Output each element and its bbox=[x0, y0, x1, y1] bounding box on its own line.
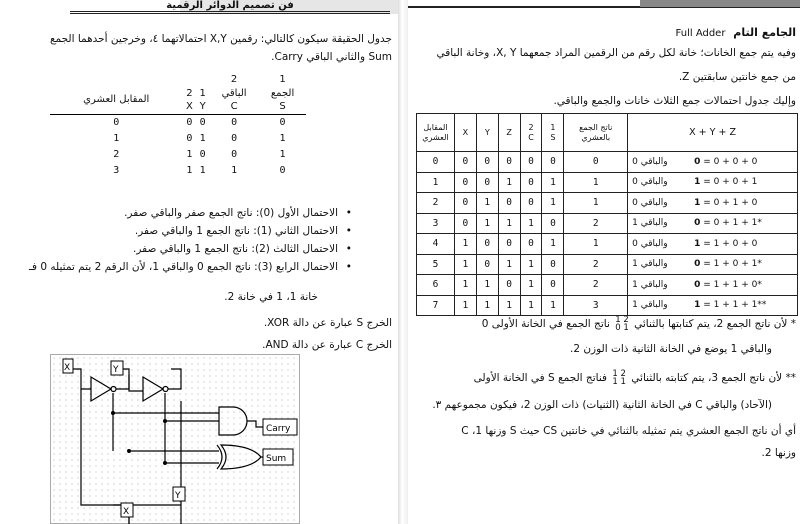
table-row bbox=[417, 193, 798, 214]
cell-expression bbox=[628, 213, 798, 234]
remainder-text: والباقي 1 bbox=[632, 279, 668, 290]
cell: 0 bbox=[259, 114, 306, 130]
wire-buffer-y-out bbox=[168, 369, 181, 389]
cell: 1 bbox=[279, 132, 286, 144]
col-x: X bbox=[454, 114, 476, 152]
case-list-continuation: خانة 1، 1 في خانة 2. bbox=[224, 291, 318, 303]
note-1-text-a: لأن ناتج الجمع 2، يتم كتابتها بالثنائي bbox=[634, 318, 788, 330]
binary-digits: 1 1 bbox=[612, 377, 626, 387]
cell-x: 0 bbox=[454, 152, 476, 173]
note-2-text-b: فناتج الجمع S في الخانة الأولى bbox=[473, 372, 608, 384]
cell-x: 1 bbox=[454, 254, 476, 275]
label-sum: الجمع bbox=[270, 87, 295, 99]
col-decimal-header: المقابل العشري bbox=[83, 93, 150, 105]
case-list bbox=[20, 204, 352, 276]
cell-dec: 1 bbox=[417, 172, 455, 193]
junction-dot bbox=[127, 449, 131, 453]
junction-dot bbox=[111, 411, 115, 415]
col-c: C bbox=[230, 101, 238, 113]
section-title bbox=[496, 26, 796, 41]
addends: 1 + 0 + 0 bbox=[713, 238, 758, 249]
sum-digit: 1 bbox=[694, 197, 701, 208]
equals-sign: = bbox=[700, 177, 714, 188]
table-row bbox=[417, 254, 798, 275]
col-s bbox=[542, 114, 564, 152]
addends: 0 + 0 + 1 bbox=[713, 177, 758, 188]
cell-c: 1 bbox=[520, 275, 542, 296]
col-s: S bbox=[279, 101, 286, 113]
table-row bbox=[417, 172, 798, 193]
cell-dec: 4 bbox=[417, 234, 455, 255]
cell-y: 0 bbox=[476, 152, 498, 173]
table-row bbox=[417, 295, 798, 316]
carry-label: Carry bbox=[266, 424, 291, 434]
cell-z: 0 bbox=[498, 152, 520, 173]
weight-x: 2 bbox=[186, 87, 193, 99]
bus-b bbox=[165, 393, 219, 463]
cell-sumdec: 3 bbox=[564, 295, 628, 316]
table-row bbox=[50, 162, 306, 178]
weight-carry: 2 bbox=[230, 73, 238, 85]
cell: 1 bbox=[199, 164, 206, 176]
note-3-line-1: أي أن ناتج الجمع العشري يتم تمثيله بالثنائي في خانتين CS حيث S وزنها 1، C bbox=[461, 425, 796, 437]
cell: 0 bbox=[231, 132, 238, 144]
list-item: • الاحتمال الثاني (1): ناتج الجمع 1 والباقي صفر. bbox=[20, 222, 352, 240]
sum-digit: 0 bbox=[694, 156, 701, 167]
addends: 0 + 1 + 0 bbox=[713, 197, 758, 208]
weight-c: 2 bbox=[528, 122, 534, 132]
cell-x: 0 bbox=[454, 172, 476, 193]
paragraph-2: وإليك جدول احتمالات جمع الثلاث خانات والجمع والباقي. bbox=[553, 95, 796, 107]
label-s: S bbox=[550, 132, 556, 142]
cell-s: 1 bbox=[542, 172, 564, 193]
and-note: الخرج C عبارة عن دالة AND. bbox=[262, 339, 392, 351]
footnote-mark: * bbox=[757, 279, 762, 290]
cell-dec: 7 bbox=[417, 295, 455, 316]
section-title-ar: الجامع التام bbox=[733, 26, 796, 39]
addends: 0 + 1 + 1 bbox=[713, 218, 758, 229]
half-adder-circuit bbox=[50, 354, 300, 524]
addends: 0 + 0 + 0 bbox=[713, 156, 758, 167]
cell-z: 0 bbox=[498, 193, 520, 214]
col-c bbox=[520, 114, 542, 152]
intro-line-1: جدول الحقيقة سيكون كالتالي: رقمين X,Y احتمالاتهما ٤، وخرجين أحدهما الجمع bbox=[49, 33, 392, 45]
sum-digit: 1 bbox=[694, 300, 701, 311]
equals-sign: = bbox=[700, 259, 714, 270]
cell: 3 bbox=[113, 164, 120, 176]
cell-expression bbox=[628, 234, 798, 255]
col-z: Z bbox=[498, 114, 520, 152]
cell-dec: 6 bbox=[417, 275, 455, 296]
table-row bbox=[50, 130, 306, 146]
running-header-title: فن تصميم الدوائر الرقمية bbox=[166, 0, 294, 11]
note-3-line-2: وزنها 2. bbox=[761, 447, 796, 459]
cell-y: 0 bbox=[476, 234, 498, 255]
remainder-text: والباقي 0 bbox=[632, 238, 668, 249]
and-gate-icon bbox=[219, 407, 247, 435]
paragraph-1-line-1: وفيه يتم جمع الخانات؛ خانة لكل رقم من الرقمين المراد جمعهما X, Y، وخانة الباقي bbox=[436, 47, 796, 59]
list-item: • الاحتمال الرابع (3): ناتج الجمع 0 والباقي 1، لأن الرقم 2 يتم تمثيله 0 فـ bbox=[20, 258, 352, 276]
right-page bbox=[408, 0, 800, 524]
list-item: • الاحتمال الثالث (2): ناتج الجمع 1 والباقي صفر. bbox=[20, 240, 352, 258]
table-body bbox=[417, 152, 798, 316]
cell: 0 bbox=[186, 132, 193, 144]
cell-y: 1 bbox=[476, 275, 498, 296]
cell-expression bbox=[628, 193, 798, 214]
cell-y: 1 bbox=[476, 213, 498, 234]
cell: 0 bbox=[199, 148, 206, 160]
cell-z: 1 bbox=[498, 254, 520, 275]
table-row bbox=[417, 152, 798, 173]
running-header bbox=[408, 0, 800, 8]
cell-s: 0 bbox=[542, 213, 564, 234]
col-y: Y bbox=[199, 101, 206, 113]
cell-sumdec: 1 bbox=[564, 193, 628, 214]
footnote-mark: * bbox=[757, 218, 762, 229]
xor-note: الخرج S عبارة عن دالة XOR. bbox=[263, 317, 392, 329]
remainder-text: والباقي 1 bbox=[632, 259, 668, 270]
cell-s: 1 bbox=[542, 295, 564, 316]
cell: 0 bbox=[183, 114, 197, 130]
cell-y: 0 bbox=[476, 254, 498, 275]
probe-x-label: X bbox=[123, 507, 130, 517]
binary-weights: 2 1 bbox=[615, 315, 629, 325]
table-row bbox=[417, 234, 798, 255]
book-spine bbox=[398, 0, 408, 524]
label-remainder: الباقي bbox=[221, 87, 247, 99]
table-row bbox=[417, 213, 798, 234]
note-1-text-b: ناتج الجمع في الخانة الأولى 0 bbox=[481, 318, 610, 330]
cell: 0 bbox=[196, 114, 209, 130]
note-1-star: * bbox=[790, 318, 796, 330]
cell-x: 1 bbox=[454, 234, 476, 255]
header-band bbox=[640, 0, 800, 7]
sum-digit: 0 bbox=[694, 279, 701, 290]
equals-sign: = bbox=[700, 197, 714, 208]
cell-sumdec: 1 bbox=[564, 172, 628, 193]
weight-s: 1 bbox=[550, 122, 556, 132]
remainder-text: والباقي 1 bbox=[632, 300, 668, 311]
equals-sign: = bbox=[700, 300, 714, 311]
cell-sumdec: 0 bbox=[564, 152, 628, 173]
cell-s: 0 bbox=[542, 152, 564, 173]
col-sum-decimal: ناتج الجمع بالعشري bbox=[564, 114, 628, 152]
cell-z: 1 bbox=[498, 213, 520, 234]
cell-x: 0 bbox=[454, 213, 476, 234]
cell-c: 0 bbox=[520, 193, 542, 214]
cell-expression bbox=[628, 275, 798, 296]
intro-line-2: Sum والثاني الباقي Carry. bbox=[271, 51, 392, 63]
wire-y bbox=[129, 375, 143, 391]
cell: 1 bbox=[279, 148, 286, 160]
cell: 2 bbox=[113, 148, 120, 160]
equals-sign: = bbox=[700, 156, 714, 167]
cell-y: 1 bbox=[476, 295, 498, 316]
list-item: • الاحتمال الأول (0): ناتج الجمع صفر والباقي صفر. bbox=[20, 204, 352, 222]
cell-y: 0 bbox=[476, 172, 498, 193]
table-row bbox=[50, 114, 306, 130]
cell: 0 bbox=[279, 164, 286, 176]
cell-s: 1 bbox=[542, 193, 564, 214]
cell-dec: 5 bbox=[417, 254, 455, 275]
paragraph-1-line-2: من جمع خانتين سابقتين Z. bbox=[678, 71, 796, 83]
col-expression: X + Y + Z bbox=[628, 114, 798, 152]
cell-s: 0 bbox=[542, 275, 564, 296]
footnote-mark: * bbox=[757, 259, 762, 270]
cell-s: 0 bbox=[542, 254, 564, 275]
cell-y: 1 bbox=[476, 193, 498, 214]
wire-x-to-buffer bbox=[73, 369, 91, 389]
equals-sign: = bbox=[700, 279, 714, 290]
note-2-text-a: لأن ناتج الجمع 3، يتم كتابته بالثنائي bbox=[631, 372, 783, 384]
xor-gate-icon bbox=[221, 445, 261, 469]
col-x: X bbox=[185, 101, 193, 113]
binary-digits: 1 0 bbox=[615, 323, 629, 333]
cell-x: 1 bbox=[454, 295, 476, 316]
cell-c: 1 bbox=[520, 254, 542, 275]
note-1-line-2: والباقي 1 يوضع في الخانة الثانية ذات الوزن 2. bbox=[569, 343, 772, 355]
col-y: Y bbox=[476, 114, 498, 152]
cell: 0 bbox=[231, 148, 238, 160]
binary-weights: 2 1 bbox=[612, 369, 626, 379]
running-header bbox=[70, 0, 390, 14]
note-1-binary bbox=[615, 316, 629, 332]
cell-z: 0 bbox=[498, 234, 520, 255]
cell-c: 0 bbox=[520, 172, 542, 193]
cell-sumdec: 2 bbox=[564, 213, 628, 234]
half-adder-truth-table bbox=[50, 72, 306, 178]
cell-expression bbox=[628, 295, 798, 316]
cell: 1 bbox=[231, 164, 238, 176]
sum-digit: 0 bbox=[694, 259, 701, 270]
footnote-mark: ** bbox=[757, 300, 767, 311]
table-row bbox=[417, 275, 798, 296]
cell-c: 1 bbox=[520, 213, 542, 234]
full-adder-truth-table bbox=[416, 113, 798, 316]
col-decimal-header: المقابل العشري bbox=[417, 114, 455, 152]
probe-y-label: Y bbox=[175, 491, 181, 501]
cell: 0 bbox=[209, 114, 259, 130]
sum-digit: 1 bbox=[694, 177, 701, 188]
addends: 1 + 0 + 1 bbox=[713, 259, 758, 270]
remainder-text: والباقي 0 bbox=[632, 156, 668, 167]
label-c: C bbox=[528, 132, 534, 142]
cell-dec: 3 bbox=[417, 213, 455, 234]
weight-sum: 1 bbox=[279, 73, 286, 85]
cell-sumdec: 1 bbox=[564, 234, 628, 255]
cell: 1 bbox=[186, 164, 193, 176]
xor-inputs bbox=[129, 451, 219, 463]
weight-y: 1 bbox=[199, 87, 206, 99]
circuit-diagram bbox=[51, 355, 301, 524]
cell-expression bbox=[628, 172, 798, 193]
section-title-en: Full Adder bbox=[675, 28, 726, 39]
cell-x: 0 bbox=[454, 193, 476, 214]
cell: 1 bbox=[199, 132, 206, 144]
cell-z: 1 bbox=[498, 172, 520, 193]
buffer-x-icon bbox=[91, 377, 111, 401]
note-2 bbox=[408, 370, 796, 388]
cell-s: 1 bbox=[542, 234, 564, 255]
cell-c: 1 bbox=[520, 295, 542, 316]
cell-dec: 2 bbox=[417, 193, 455, 214]
remainder-text: والباقي 1 bbox=[632, 218, 668, 229]
cell-sumdec: 2 bbox=[564, 275, 628, 296]
buffer-y-icon bbox=[143, 377, 163, 401]
note-2-star: ** bbox=[785, 372, 796, 384]
equals-sign: = bbox=[700, 238, 714, 249]
cell-c: 0 bbox=[520, 234, 542, 255]
cell-z: 0 bbox=[498, 275, 520, 296]
cell-expression bbox=[628, 152, 798, 173]
wire-and-out bbox=[247, 421, 263, 427]
sum-label: Sum bbox=[266, 454, 287, 464]
note-2-binary bbox=[612, 370, 626, 386]
cell-sumdec: 2 bbox=[564, 254, 628, 275]
sum-digit: 0 bbox=[694, 218, 701, 229]
cell-c: 0 bbox=[520, 152, 542, 173]
cell: 1 bbox=[113, 132, 120, 144]
cell: 0 bbox=[50, 114, 183, 130]
note-1 bbox=[408, 316, 796, 334]
table-row bbox=[50, 146, 306, 162]
cell-expression bbox=[628, 254, 798, 275]
sum-digit: 1 bbox=[694, 238, 701, 249]
input-y-label: Y bbox=[113, 365, 119, 375]
note-2-line-2: (الآحاد) والباقي C في الخانة الثانية (الثنيات) ذات الوزن 2، فيكون مجموعهم ٣. bbox=[432, 399, 772, 411]
remainder-text: والباقي 0 bbox=[632, 177, 668, 188]
cell: 1 bbox=[186, 148, 193, 160]
equals-sign: = bbox=[700, 218, 714, 229]
left-page bbox=[0, 0, 398, 524]
xor-gate-back-icon bbox=[217, 445, 222, 469]
cell-dec: 0 bbox=[417, 152, 455, 173]
junction-dot bbox=[163, 419, 167, 423]
cell-x: 1 bbox=[454, 275, 476, 296]
addends: 1 + 1 + 1 bbox=[713, 300, 758, 311]
addends: 1 + 1 + 0 bbox=[713, 279, 758, 290]
input-x-label: X bbox=[64, 363, 71, 373]
remainder-text: والباقي 0 bbox=[632, 197, 668, 208]
cell-z: 1 bbox=[498, 295, 520, 316]
junction-dot bbox=[163, 461, 167, 465]
